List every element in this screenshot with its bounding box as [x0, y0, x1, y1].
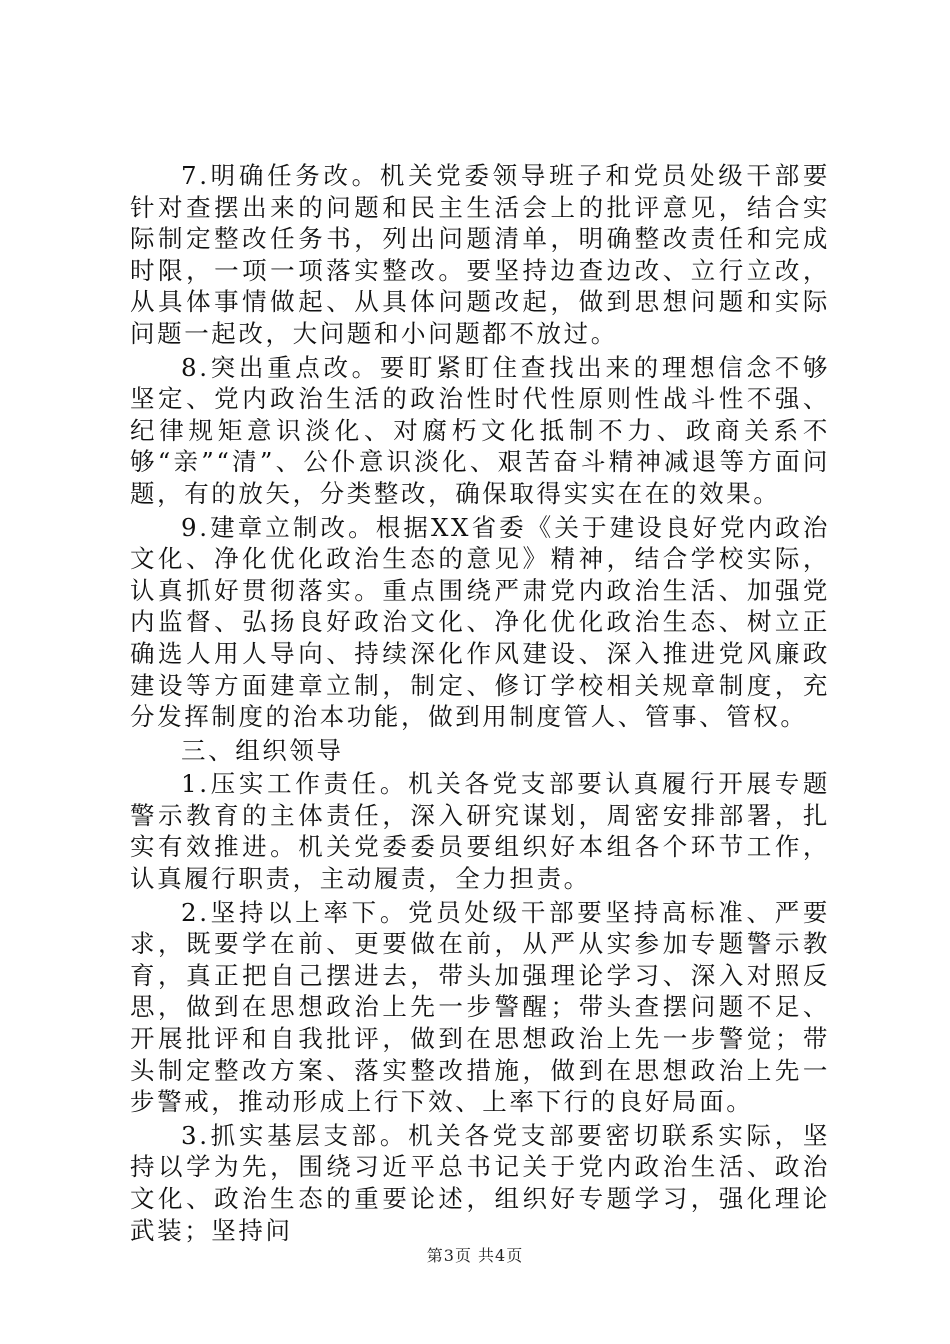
page-footer [0, 1243, 950, 1266]
section-paragraph-2: 2.坚持以上率下。党员处级干部要坚持高标准、严要求，既要学在前、更要做在前，从严从实参加专题警示教育，真正把自己摆进去，带头加强理论学习、深入对照反思，做到在思想政治上先一步警醒；带头查摆问题不足、开展批评和自我批评，做到在思想政治上先一步警觉；带头制定整改方案、落实整改措施，做到在思想政治上先一步警戒，推动形成上行下效、上率下行的良好局面。 [130, 897, 830, 1117]
page-indicator: 第3页 共4页 [426, 1246, 524, 1265]
document-body [130, 160, 830, 1248]
section-paragraph-1: 1.压实工作责任。机关各党支部要认真履行开展专题警示教育的主体责任，深入研究谋划，周密安排部署，扎实有效推进。机关党委委员要组织好本组各个环节工作，认真履行职责，主动履责，全力担责。 [130, 769, 830, 894]
section-paragraph-3: 3.抓实基层支部。机关各党支部要密切联系实际，坚持以学为先，围绕习近平总书记关于党内政治生活、政治文化、政治生态的重要论述，组织好专题学习，强化理论武装；坚持问 [130, 1120, 830, 1245]
paragraph-7: 7.明确任务改。机关党委领导班子和党员处级干部要针对查摆出来的问题和民主生活会上的批评意见，结合实际制定整改任务书，列出问题清单，明确整改责任和完成时限，一项一项落实整改。要坚持边查边改、立行立改，从具体事情做起、从具体问题改起，做到思想问题和实际问题一起改，大问题和小问题都不放过。 [130, 161, 830, 348]
paragraph-8: 8.突出重点改。要盯紧盯住查找出来的理想信念不够坚定、党内政治生活的政治性时代性原则性战斗性不强、纪律规矩意识淡化、对腐朽文化抵制不力、政商关系不够“亲”“清”、公仆意识淡化、艰苦奋斗精神减退等方面问题，有的放矢，分类整改，确保取得实实在在的效果。 [130, 352, 830, 508]
section-heading: 三、组织领导 [181, 735, 344, 765]
paragraph-9: 9.建章立制改。根据XX省委《关于建设良好党内政治文化、净化优化政治生态的意见》精神，结合学校实际，认真抓好贯彻落实。重点围绕严肃党内政治生活、加强党内监督、弘扬良好政治文化、净化优化政治生态、树立正确选人用人导向、持续深化作风建设、深入推进党风廉政建设等方面建章立制，制定、修订学校相关规章制度，充分发挥制度的治本功能，做到用制度管人、管事、管权。 [130, 512, 830, 732]
